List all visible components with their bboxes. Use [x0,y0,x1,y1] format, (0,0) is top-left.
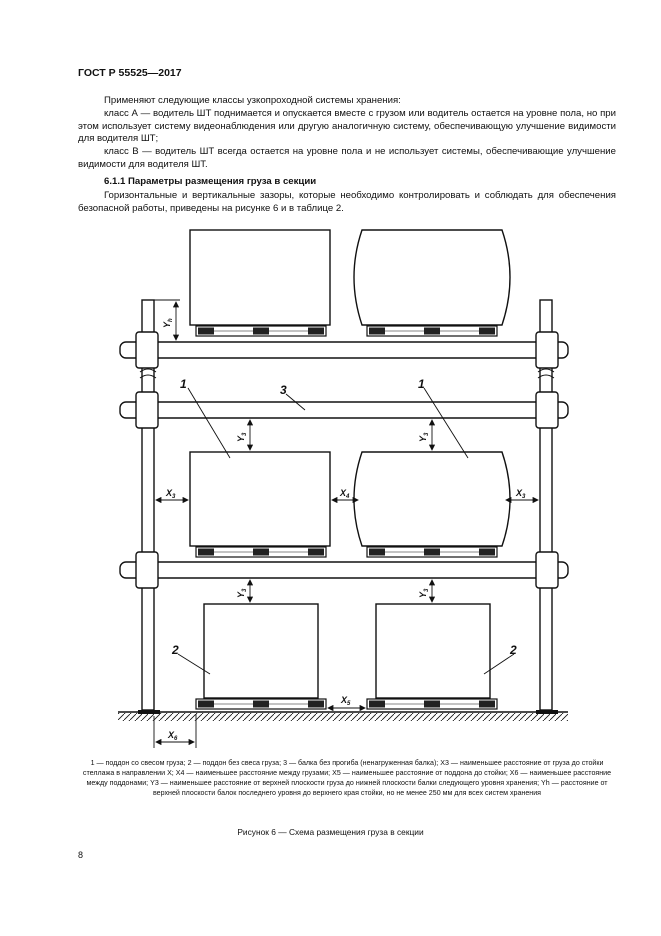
intro-paragraph: Применяют следующие классы узкопроходной системы хранения: [104,95,401,106]
beam-lower [120,552,568,588]
rack-diagram [100,222,580,752]
class-b-paragraph: класс В — водитель ШТ всегда остается на уровне пола и не использует системы, обеспечивающие улучшение видимости для водителя ШТ. [78,146,616,170]
label-x6: $X_6$ [168,730,178,742]
load-top-left [190,230,330,336]
label-y3-lower-left: $Y_3$ [236,588,248,598]
load-bottom-left [196,604,326,709]
load-bottom-right [367,604,497,709]
callout-3: 3 [280,383,287,397]
label-x3-left: $X_3$ [166,488,176,500]
document-header: ГОСТ Р 55525—2017 [78,67,182,79]
label-y3-left: $Y_3$ [236,432,248,442]
callout-1-right: 1 [418,377,425,391]
beam-middle [120,392,568,428]
label-x4: $X_4$ [340,488,350,500]
label-x3-right: $X_3$ [516,488,526,500]
floor [118,712,568,721]
page-number: 8 [78,850,84,860]
section-paragraph: Горизонтальные и вертикальные зазоры, которые необходимо контролировать и соблюдать для обеспечения безопасной работы, приведены на рисунке 6 и в таблице 2. [78,190,616,214]
figure-legend: 1 — поддон со свесом груза; 2 — поддон без свеса груза; 3 — балка без прогиба (ненагруженная балка); X3 — наименьшее расстояние от груза до стойки стеллажа в направлении X; X4 — наименьшее расстояние между грузами; X5 — наименьшее расстояние от поддона до стойки; X6 — наименьшее расстояние между поддонами; Y3 — наименьшее расстояние от верхней плоскости груза до нижней плоскости балки следующего уровня хранения; Yh — расстояние от верхней плоскости балок последнего уровня до верхнего края стойки, но не менее 250 мм для всех систем хранения [82,759,612,797]
label-x5: $X_5$ [341,695,351,707]
label-yh: $Y_h$ [162,318,174,328]
load-middle-right [354,452,510,557]
callout-2-right: 2 [510,643,517,657]
label-y3-right: $Y_3$ [418,432,430,442]
callout-2-left: 2 [172,643,179,657]
label-y3-lower-right: $Y_3$ [418,588,430,598]
class-a-paragraph: класс А — водитель ШТ поднимается и опускается вместе с грузом или водитель остается на уровне пола, но при этом использует систему видеонаблюдения или другую аналогичную систему, обеспечивающую улучшение видимости для водителя ШТ; [78,108,616,145]
section-title: 6.1.1 Параметры размещения груза в секции [104,176,317,187]
load-middle-left [190,452,330,557]
load-top-right [354,230,510,336]
callout-1-left: 1 [180,377,187,391]
figure-caption: Рисунок 6 — Схема размещения груза в секции [237,827,424,837]
beam-top [120,332,568,368]
